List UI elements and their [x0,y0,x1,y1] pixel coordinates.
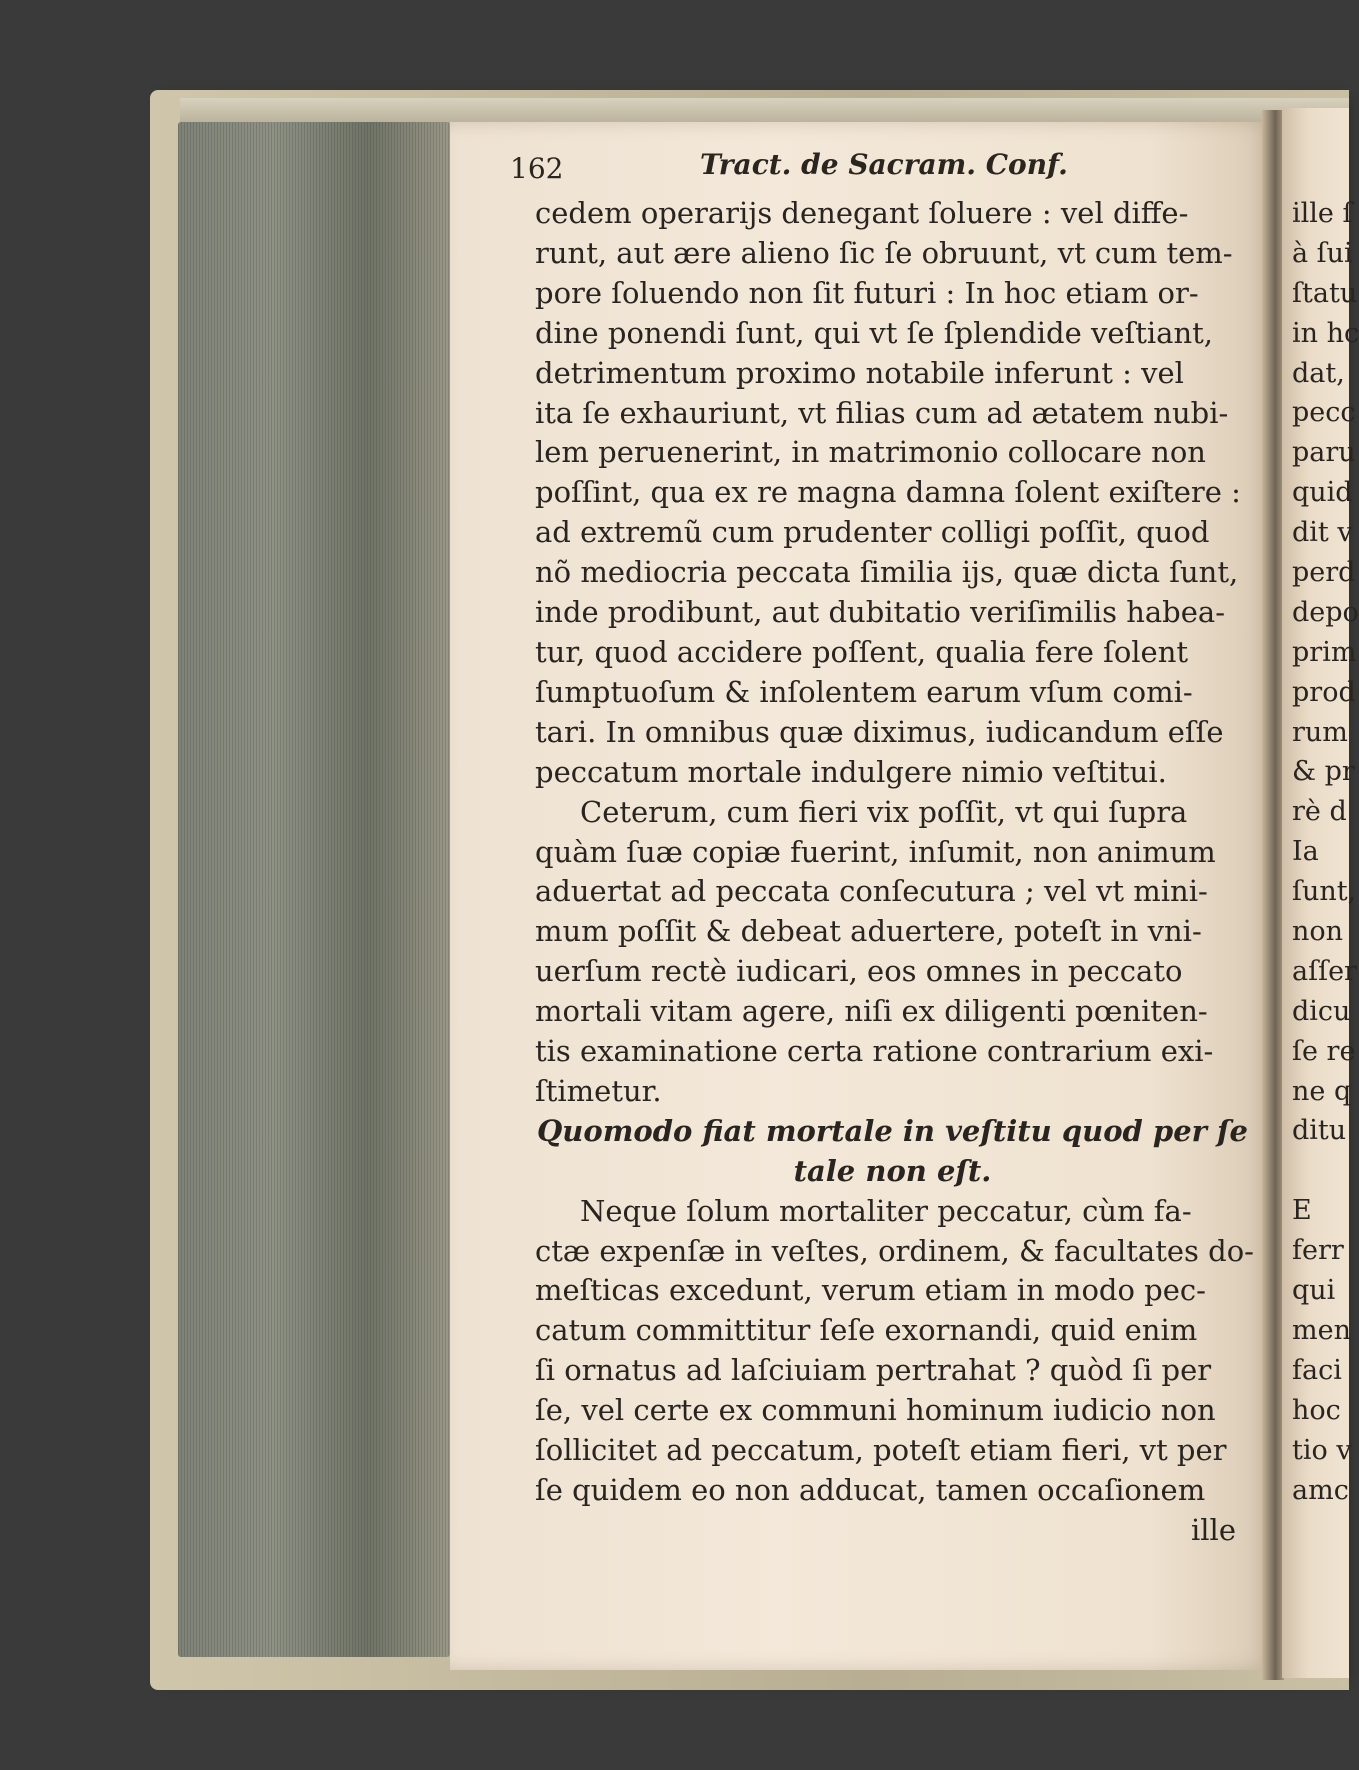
text-line: ſe, vel certe ex communi hominum iudicio non [535,1393,1216,1428]
text-line: Ceterum, cum fieri vix poſſit, vt qui ſupra [580,794,1188,829]
heading-line: tale non eſt. [793,1153,992,1188]
right-page-line: ſtatu [1292,277,1358,309]
text-line: Neque ſolum mortaliter peccatur, cùm fa- [580,1193,1192,1228]
right-page-line: à ſui [1292,237,1353,269]
right-page-line: hoc [1292,1394,1341,1426]
book-gutter [1262,110,1284,1680]
text-line: dine ponendi ſunt, qui vt ſe ſplendide veſtiant, [535,315,1214,350]
text-line: cedem operarijs denegant ſoluere : vel diffe- [535,196,1189,230]
text-line: mum poſſit & debeat aduertere, poteſt in vni- [535,914,1202,949]
text-line: tis examinatione certa ratione contrarium exi- [535,1034,1214,1069]
paragraph-2 [535,793,1250,1112]
right-page-line [1292,1151,1352,1191]
right-page-line: rè d [1292,796,1347,828]
running-title: Tract. de Sacram. Conf. [700,148,1068,181]
text-line: ſollicitet ad peccatum, poteſt etiam fieri, vt per [535,1433,1227,1468]
text-line: ſi ornatus ad laſciuiam pertrahat ? quòd ſi per [535,1353,1212,1388]
text-line: tari. In omnibus quæ diximus, iudicandum eſſe [535,714,1224,749]
right-page-line: aſſer [1292,955,1357,987]
right-page-line: tio v [1292,1434,1352,1466]
text-line: pore ſoluendo non ſit futuri : In hoc etiam or- [535,275,1199,310]
text-line: ſe quidem eo non adducat, tamen occaſionem [535,1473,1206,1507]
right-page-line: paru [1292,437,1356,469]
right-page-line: ſe re [1292,1035,1356,1067]
right-page-line: & pr [1292,756,1355,788]
text-line: runt, aut ære alieno ſic ſe obruunt, vt cum tem- [535,235,1233,270]
text-line: ctæ expenſæ in veſtes, ordinem, & facultates do- [535,1233,1254,1268]
text-line: poſſint, qua ex re magna damna ſolent exiſtere : [535,475,1241,510]
book-top-edge [180,98,1349,124]
right-page-line: ferr [1292,1235,1344,1267]
text-line: quàm ſuæ copiæ fuerint, inſumit, non animum [535,834,1216,869]
right-page-line: E [1292,1195,1312,1227]
right-page-line: dat, [1292,357,1345,389]
text-line: detrimentum proximo notabile inferunt : vel [535,355,1184,390]
text-line: aduertat ad peccata conſecutura ; vel vt mini- [535,874,1208,909]
right-page-line: amc [1292,1474,1349,1506]
right-page-line: ne q [1292,1075,1352,1107]
right-page-line: men [1292,1314,1351,1346]
page-number: 162 [510,152,564,185]
text-line: mortali vitam agere, niſi ex diligenti pœniten- [535,994,1208,1029]
catchword: ille [1191,1512,1236,1547]
text-line: meſticas excedunt, verum etiam in modo pec- [535,1273,1206,1308]
running-head [510,148,1250,188]
text-line: tur, quod accidere poſſent, qualia fere ſolent [535,634,1189,669]
text-line: ſtimetur. [535,1073,662,1108]
right-page-line: qui [1292,1275,1336,1307]
page-block-edge [178,122,450,1657]
right-page-line: rum [1292,716,1348,748]
right-page-line: ille ſ [1292,198,1353,229]
paragraph-3 [535,1192,1254,1511]
section-heading [535,1112,1250,1192]
right-page-line: in hc [1292,317,1359,349]
right-page-line: ditu [1292,1115,1347,1147]
text-line: nõ mediocria peccata ſimilia ijs, quæ dicta ſunt, [535,555,1239,590]
text-line: peccatum mortale indulgere nimio veſtitui. [535,754,1167,789]
right-page-line: depo [1292,596,1359,628]
paragraph-1 [535,194,1250,793]
right-page-line: non [1292,916,1344,948]
heading-line: Quomodo fiat mortale in veſtitu quod per ſe [537,1113,1248,1148]
text-line: uerſum rectè iudicari, eos omnes in peccato [535,954,1183,989]
right-page-line: dit v [1292,517,1353,549]
right-page-line: dicu [1292,995,1351,1027]
right-page-line: perd [1292,557,1356,589]
right-page-line: quid [1292,477,1353,509]
right-page-line: pecc [1292,397,1356,429]
right-page-line: faci [1292,1354,1342,1386]
text-line: ita ſe exhauriunt, vt filias cum ad ætatem nubi- [535,395,1229,430]
text-line: lem peruenerint, in matrimonio collocare non [535,435,1206,470]
text-line: ſumptuoſum & inſolentem earum vſum comi- [535,674,1193,709]
text-line: inde prodibunt, aut dubitatio veriſimilis habea- [535,595,1225,630]
right-page-line: prod [1292,676,1356,708]
right-page-line: prim [1292,636,1357,668]
text-line: ad extremũ cum prudenter colligi poſſit, quod [535,515,1210,550]
page-body [535,194,1254,1551]
right-page-line: Ia [1292,836,1319,868]
text-line: catum committitur ſeſe exornandi, quid enim [535,1313,1198,1348]
right-page-text [1292,194,1359,1510]
right-page-line: ſunt, [1292,876,1357,908]
